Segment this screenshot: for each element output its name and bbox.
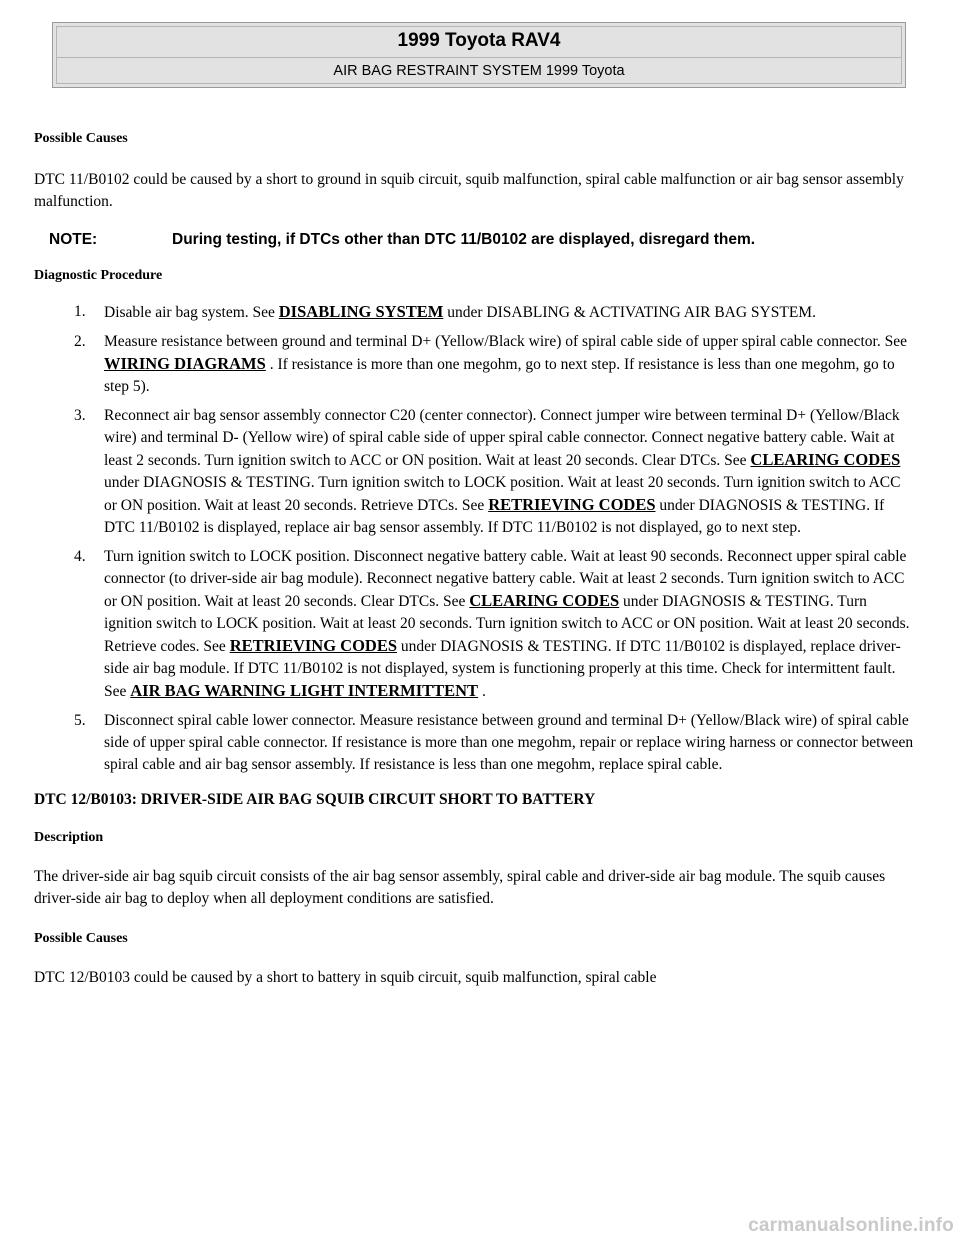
step-number: 1. — [74, 303, 86, 320]
clearing-codes-link[interactable]: CLEARING CODES — [750, 450, 901, 469]
possible-causes-heading-2: Possible Causes — [34, 931, 128, 946]
step-text: . If resistance is more than one megohm, go to next step. If resistance is less than one megohm, go to step 5). — [104, 356, 895, 395]
document-subtitle: AIR BAG RESTRAINT SYSTEM 1999 Toyota — [333, 63, 625, 79]
procedure-step-1 — [34, 301, 914, 324]
watermark: carmanualsonline.info — [748, 1215, 954, 1236]
step-text: Disable air bag system. See — [104, 304, 279, 321]
note-text: During testing, if DTCs other than DTC 11/B0102 are displayed, disregard them. — [172, 231, 756, 248]
note-table — [34, 229, 904, 251]
step-text: Turn ignition switch to LOCK position. Disconnect negative battery cable. Wait at least 90 seconds. Reconnect upper spiral cable connector (to driver-side air bag module). Reconnect negative battery cable. Wait at least 2 seconds. Turn ignition switch to ACC or ON position. Wait at least 20 seconds. Clear DTCs. See — [104, 548, 907, 610]
step-text: under DIAGNOSIS & TESTING. If DTC 11/B0102 is displayed, replace air bag sensor assembly. If DTC 11/B0102 is not displayed, go to next step. — [104, 497, 885, 536]
step-text: under DIAGNOSIS & TESTING. Turn ignition switch to LOCK position. Wait at least 20 seconds. Turn ignition switch to ACC or ON position. Wait at least 20 seconds. Retrieve DTCs. See — [104, 474, 901, 514]
main-content — [34, 128, 914, 989]
procedure-steps — [34, 301, 914, 776]
air-bag-warning-light-intermittent-link[interactable]: AIR BAG WARNING LIGHT INTERMITTENT — [130, 681, 479, 700]
diagnostic-procedure-heading: Diagnostic Procedure — [34, 268, 163, 283]
page-header — [52, 22, 906, 88]
page-header-inner — [56, 26, 902, 84]
possible-causes-heading: Possible Causes — [34, 131, 128, 146]
wiring-diagrams-link[interactable]: WIRING DIAGRAMS — [104, 354, 266, 373]
step-text: under DISABLING & ACTIVATING AIR BAG SYSTEM. — [443, 304, 816, 321]
step-text: Disconnect spiral cable lower connector. Measure resistance between ground and terminal D+ (Yellow/Black wire) of spiral cable side of upper spiral cable connector. If resistance is more than one megohm, repair or replace wiring harness or connector between spiral cable and air bag sensor assembly. If resistance is less than one megohm, replace spiral cable. — [104, 712, 914, 773]
procedure-step-2 — [34, 331, 914, 398]
procedure-step-5 — [34, 710, 914, 776]
step-text: under DIAGNOSIS & TESTING. If DTC 11/B0102 is displayed, replace driver-side air bag module. If DTC 11/B0102 is not displayed, system is functioning properly at this time. Check for intermittent fault. See — [104, 638, 901, 700]
retrieving-codes-link[interactable]: RETRIEVING CODES — [229, 636, 398, 655]
clearing-codes-link[interactable]: CLEARING CODES — [469, 591, 620, 610]
step-text: Measure resistance between ground and terminal D+ (Yellow/Black wire) of spiral cable side of upper spiral cable connector. See — [104, 333, 907, 350]
step-number: 5. — [74, 712, 86, 729]
step-number: 4. — [74, 548, 86, 565]
procedure-step-4 — [34, 546, 914, 703]
possible-causes-text-2: DTC 12/B0103 could be caused by a short to battery in squib circuit, squib malfunction, spiral cable — [34, 969, 657, 986]
step-text: . — [478, 683, 486, 700]
step-number: 2. — [74, 333, 86, 350]
procedure-step-3 — [34, 405, 914, 539]
document-title: 1999 Toyota RAV4 — [57, 27, 901, 58]
description-heading: Description — [34, 830, 104, 845]
step-text: Reconnect air bag sensor assembly connector C20 (center connector). Connect jumper wire between terminal D+ (Yellow/Black wire) and terminal D- (Yellow wire) of spiral cable side of upper spiral cable connector. Connect negative battery cable. Wait at least 2 seconds. Turn ignition switch to ACC or ON position. Wait at least 20 seconds. Clear DTCs. See — [104, 407, 900, 469]
step-number: 3. — [74, 407, 86, 424]
dtc12-heading: DTC 12/B0103: DRIVER-SIDE AIR BAG SQUIB CIRCUIT SHORT TO BATTERY — [34, 791, 596, 808]
note-label: NOTE: — [49, 231, 98, 248]
description-text: The driver-side air bag squib circuit consists of the air bag sensor assembly, spiral cable and driver-side air bag module. The squib causes driver-side air bag to deploy when all deployment conditions are satisfied. — [34, 868, 886, 907]
possible-causes-text: DTC 11/B0102 could be caused by a short to ground in squib circuit, squib malfunction, spiral cable malfunction or air bag sensor assembly malfunction. — [34, 171, 904, 210]
step-text: under DIAGNOSIS & TESTING. Turn ignition switch to LOCK position. Wait at least 20 seconds. Turn ignition switch to ACC or ON position. Wait at least 20 seconds. Retrieve codes. See — [104, 593, 910, 655]
disabling-system-link[interactable]: DISABLING SYSTEM — [278, 302, 444, 321]
retrieving-codes-link[interactable]: RETRIEVING CODES — [488, 495, 656, 514]
